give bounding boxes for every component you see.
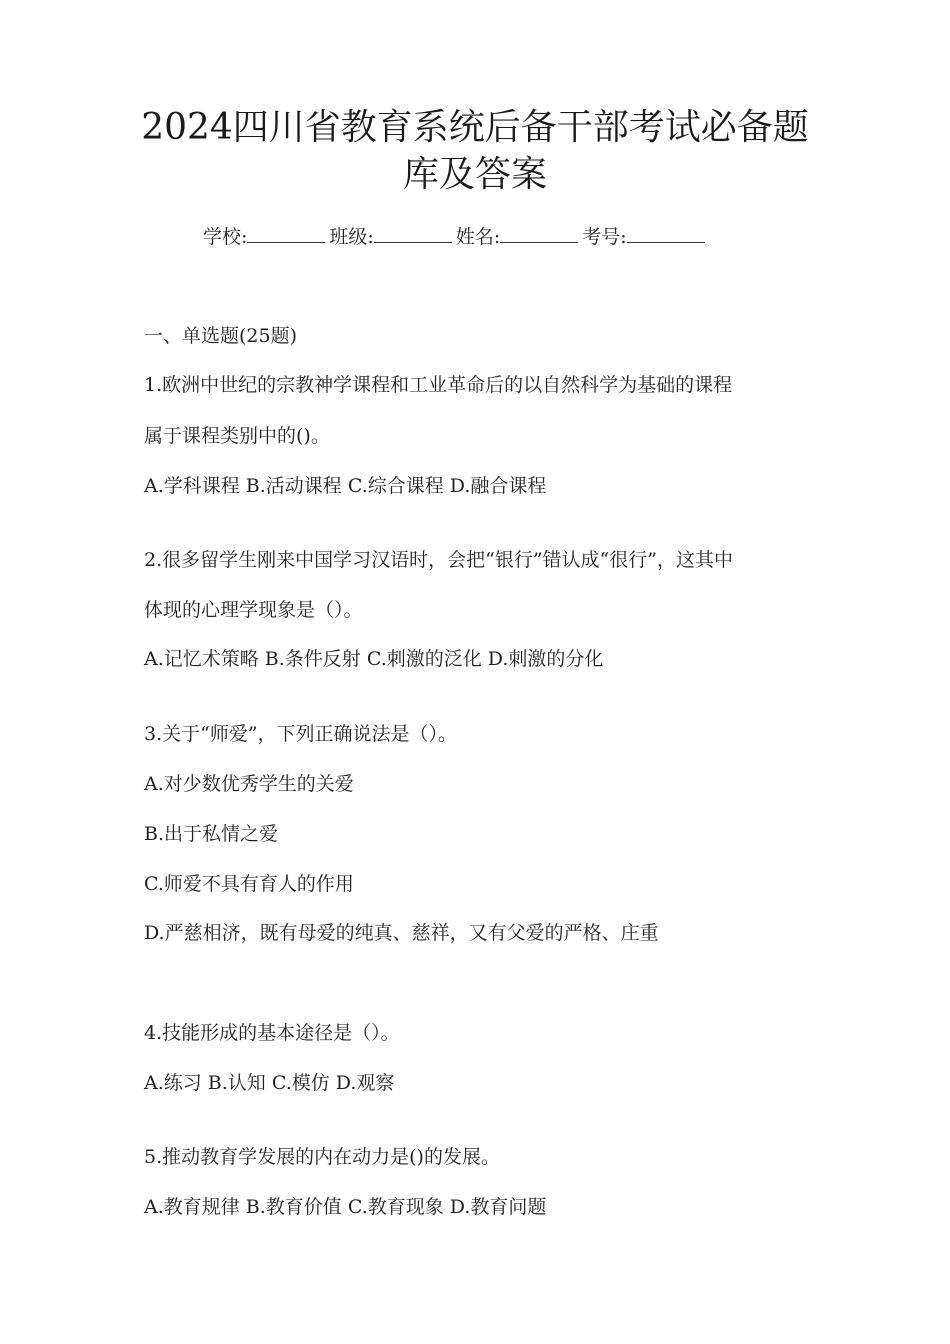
document-title-line-1: 2024四川省教育系统后备干部考试必备题 bbox=[141, 107, 809, 148]
question-1-options: A.学科课程 B.活动课程 C.综合课程 D.融合课程 bbox=[144, 475, 547, 497]
question-3-option-b: B.出于私情之爱 bbox=[144, 823, 279, 845]
question-1-stem-line-2: 属于课程类别中的()。 bbox=[144, 425, 330, 447]
question-3-stem: 3.关于“师爱”，下列正确说法是（）。 bbox=[144, 723, 458, 745]
name-label: 姓名: bbox=[455, 226, 501, 248]
question-3-option-d: D.严慈相济，既有母爱的纯真、慈祥，又有父爱的严格、庄重 bbox=[144, 922, 659, 944]
class-blank bbox=[374, 222, 452, 243]
school-label: 学校: bbox=[203, 226, 248, 248]
question-1-stem-line-1: 1.欧洲中世纪的宗教神学课程和工业革命后的以自然科学为基础的课程 bbox=[144, 374, 733, 396]
question-5-stem: 5.推动教育学发展的内在动力是()的发展。 bbox=[144, 1146, 500, 1168]
question-2-stem-line-2: 体现的心理学现象是（）。 bbox=[144, 599, 363, 621]
question-3-option-c: C.师爱不具有育人的作用 bbox=[144, 873, 354, 895]
school-blank bbox=[247, 222, 325, 243]
question-5-options: A.教育规律 B.教育价值 C.教育现象 D.教育问题 bbox=[144, 1196, 547, 1218]
document-title-line-2: 库及答案 bbox=[402, 154, 547, 195]
section-heading: 一、单选题(25题) bbox=[144, 325, 298, 347]
exam-no-blank bbox=[627, 222, 705, 243]
name-blank bbox=[500, 222, 578, 243]
question-3-option-a: A.对少数优秀学生的关爱 bbox=[144, 773, 354, 795]
question-2-options: A.记忆术策略 B.条件反射 C.刺激的泛化 D.刺激的分化 bbox=[144, 648, 604, 670]
exam-no-label: 考号: bbox=[582, 226, 627, 248]
question-4-options: A.练习 B.认知 C.模仿 D.观察 bbox=[144, 1072, 395, 1094]
class-label: 班级: bbox=[329, 226, 374, 248]
question-2-stem-line-1: 2.很多留学生刚来中国学习汉语时，会把“银行”错认成“很行”，这其中 bbox=[144, 549, 733, 571]
student-info-row bbox=[203, 222, 709, 251]
question-4-stem: 4.技能形成的基本途径是（）。 bbox=[144, 1022, 400, 1044]
